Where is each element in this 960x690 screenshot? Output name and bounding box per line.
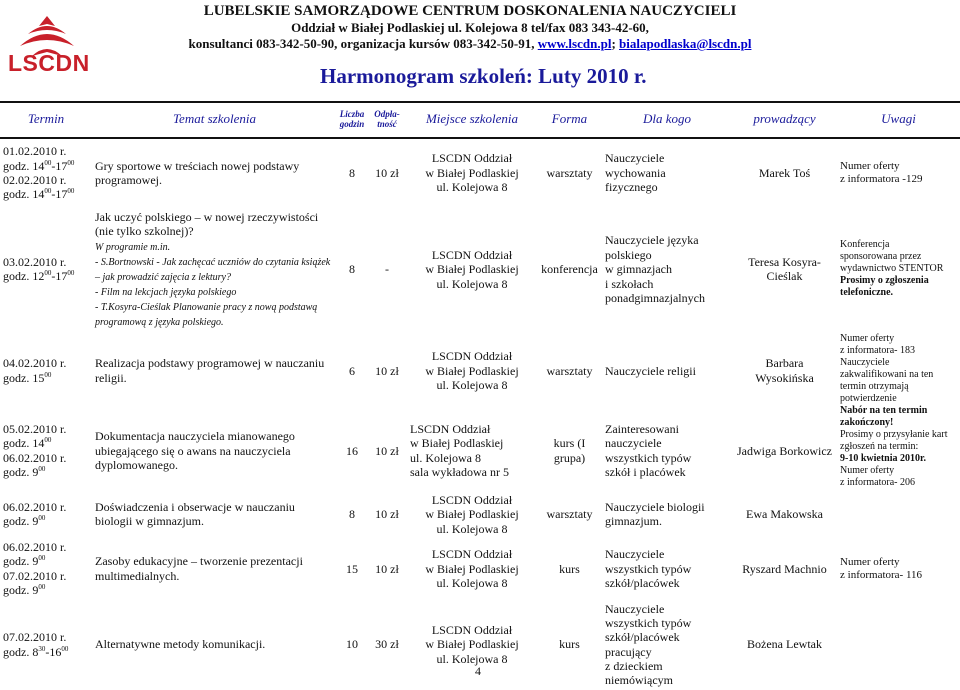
row-fee: 10 zł bbox=[375, 561, 399, 576]
col-odplatnosc: Odpła-tność bbox=[374, 109, 400, 129]
header-separator: ; bbox=[611, 36, 620, 51]
row-form: kurs bbox=[559, 637, 580, 652]
table-row bbox=[0, 491, 960, 538]
row-place: LSCDN Oddział w Białej Podlaskiej ul. Kolejowa 8 sala wykładowa nr 5 bbox=[410, 422, 509, 480]
row-topic: Dokumentacja nauczyciela mianowanego ubiegającego się o awans na nauczyciela dyplomowanego. bbox=[95, 429, 295, 472]
logo-text: LSCDN bbox=[8, 50, 90, 76]
row-hours: 6 bbox=[349, 363, 355, 378]
row-trainer: Ryszard Machnio bbox=[742, 561, 827, 576]
row-fee: - bbox=[385, 262, 389, 277]
row-place: LSCDN Oddział w Białej Podlaskiej ul. Kolejowa 8 bbox=[425, 623, 519, 666]
row-form: warsztaty bbox=[546, 363, 593, 378]
row-hours: 15 bbox=[346, 561, 358, 576]
row-place: LSCDN Oddział w Białej Podlaskiej ul. Kolejowa 8 bbox=[425, 547, 519, 590]
row-trainer: Marek Toś bbox=[758, 165, 811, 180]
header-institution: LUBELSKIE SAMORZĄDOWE CENTRUM DOSKONALENIA NAUCZYCIELI bbox=[203, 3, 737, 19]
row-dates: 05.02.2010 r. godz. $14^{00}$ 06.02.2010 r. godz. $9^{00}$ bbox=[3, 422, 67, 480]
row-fee: 10 zł bbox=[375, 165, 399, 180]
page-number: 4 bbox=[475, 664, 481, 678]
header-contacts-text: konsultanci 083-342-50-90, organizacja kursów 083-342-50-91, bbox=[188, 36, 538, 51]
row-dates: 06.02.2010 r. godz. $9^{00}$ 07.02.2010 r. godz. $9^{00}$ bbox=[3, 539, 67, 598]
row-trainer: Bożena Lewtak bbox=[747, 637, 822, 652]
page-title: Harmonogram szkoleń: Luty 2010 r. bbox=[320, 64, 647, 88]
table-row bbox=[0, 411, 960, 491]
table-header-row bbox=[0, 100, 960, 138]
row-dates: 07.02.2010 r. godz. $8^{30}-16^{00}$ bbox=[3, 630, 69, 659]
row-topic: Gry sportowe w treściach nowej podstawy programowej. bbox=[95, 158, 300, 187]
row-trainer: Jadwiga Borkowicz bbox=[737, 443, 832, 458]
row-dates: 01.02.2010 r. godz. $14^{00}-17^{00}$ 02.02.2010 r. godz. $14^{00}-17^{00}$ bbox=[3, 144, 75, 202]
row-topic: Jak uczyć polskiego – w nowej rzeczywistości (nie tylko szkolnej)? W programie m.in. - S.Bortnowski - Jak zachęcać uczniów do czytania książek – jak prowadzić zajęcia z lektury? - Film na lekcjach języka polskiego - T.Kosyra-Cieślak Planowanie pracy z nową podstawą programową z języka polskiego. bbox=[95, 210, 331, 328]
col-termin: Termin bbox=[27, 111, 65, 126]
row-audience: Nauczyciele wszystkich typów szkół/placówek pracujący z dzieckiem niemówiącym bbox=[605, 601, 692, 688]
table-row bbox=[0, 331, 960, 411]
row-notes-empty bbox=[837, 491, 960, 538]
row-notes: Numer oferty z informatora -129 bbox=[840, 159, 923, 185]
row-trainer: Ewa Makowska bbox=[746, 507, 823, 522]
row-hours: 10 bbox=[346, 637, 358, 652]
row-form: warsztaty bbox=[546, 165, 593, 180]
table-row bbox=[0, 138, 960, 208]
table-row bbox=[0, 538, 960, 600]
row-hours: 8 bbox=[349, 262, 355, 277]
row-fee: 10 zł bbox=[375, 507, 399, 522]
header-contacts bbox=[150, 36, 790, 52]
row-form: konferencja bbox=[541, 262, 598, 277]
row-fee: 30 zł bbox=[375, 637, 399, 652]
row-topic: Doświadczenia i obserwacje w nauczaniu biologii w gimnazjum. bbox=[95, 499, 295, 529]
row-hours: 8 bbox=[349, 165, 355, 180]
row-notes: Konferencja sponsorowana przez wydawnictwo STENTOR Prosimy o zgłoszenia telefoniczne. bbox=[840, 239, 944, 299]
row-hours: 16 bbox=[346, 443, 358, 458]
row-audience: Nauczyciele języka polskiego w gimnazjach i szkołach ponadgimnazjalnych bbox=[605, 233, 705, 305]
col-forma: Forma bbox=[551, 111, 588, 126]
row-trainer: Teresa Kosyra-Cieślak bbox=[748, 255, 821, 284]
row-notes: Numer oferty z informatora- 183 Nauczyciele zakwalifikowani na ten termin otrzymają potwierdzenie Nabór na ten termin zakończony! Prosimy o przysyłanie kart zgłoszeń na termin: 9-10 kwietnia 2010r. Numer oferty z informatora- 206 bbox=[840, 332, 948, 488]
row-audience: Zainteresowani nauczyciele wszystkich typów szkół i placówek bbox=[605, 422, 692, 480]
row-fee: 10 zł bbox=[375, 443, 399, 458]
website-link[interactable]: www.lscdn.pl bbox=[537, 36, 612, 51]
col-dla-kogo: Dla kogo bbox=[642, 111, 692, 126]
row-place: LSCDN Oddział w Białej Podlaskiej ul. Kolejowa 8 bbox=[425, 151, 519, 195]
row-dates: 06.02.2010 r. godz. $9^{00}$ bbox=[3, 499, 67, 529]
row-audience: Nauczyciele biologii gimnazjum. bbox=[605, 499, 705, 529]
email-link[interactable]: bialapodlaska@lscdn.pl bbox=[619, 36, 752, 51]
row-notes-empty bbox=[837, 600, 960, 690]
row-fee: 10 zł bbox=[375, 363, 399, 378]
col-miejsce: Miejsce szkolenia bbox=[425, 111, 519, 126]
col-liczba: Liczba godzin bbox=[339, 109, 365, 129]
col-temat: Temat szkolenia bbox=[173, 111, 256, 126]
col-uwagi: Uwagi bbox=[881, 111, 916, 126]
row-topic: Realizacja podstawy programowej w nauczaniu religii. bbox=[95, 356, 325, 385]
row-form: kurs bbox=[559, 561, 580, 576]
row-trainer: Barbara Wysokińska bbox=[755, 356, 814, 385]
row-place: LSCDN Oddział w Białej Podlaskiej ul. Kolejowa 8 bbox=[425, 349, 519, 392]
row-audience: Nauczyciele religii bbox=[605, 363, 696, 378]
row-form: kurs (I grupa) bbox=[553, 436, 586, 465]
header-address: Oddział w Białej Podlaskiej ul. Kolejowa 8 tel/fax 083 343-42-60, bbox=[291, 20, 649, 35]
row-topic: Zasoby edukacyjne – tworzenie prezentacji multimedialnych. bbox=[95, 554, 303, 583]
col-prowadzacy: prowadzący bbox=[753, 111, 816, 126]
table-row bbox=[0, 208, 960, 331]
row-dates: 04.02.2010 r. godz. $15^{00}$ bbox=[3, 356, 67, 385]
row-audience: Nauczyciele wychowania fizycznego bbox=[605, 151, 666, 195]
row-dates: 03.02.2010 r. godz. $12^{00}-17^{00}$ bbox=[3, 255, 75, 284]
row-place: LSCDN Oddział w Białej Podlaskiej ul. Kolejowa 8 bbox=[425, 492, 519, 536]
row-audience: Nauczyciele wszystkich typów szkół/placówek bbox=[605, 547, 692, 590]
row-topic: Alternatywne metody komunikacji. bbox=[95, 637, 266, 652]
row-place: LSCDN Oddział w Białej Podlaskiej ul. Kolejowa 8 bbox=[425, 247, 519, 291]
row-hours: 8 bbox=[349, 507, 355, 522]
row-notes: Numer oferty z informatora- 116 bbox=[840, 555, 923, 581]
row-form: warsztaty bbox=[546, 507, 593, 522]
schedule-table bbox=[0, 100, 960, 690]
